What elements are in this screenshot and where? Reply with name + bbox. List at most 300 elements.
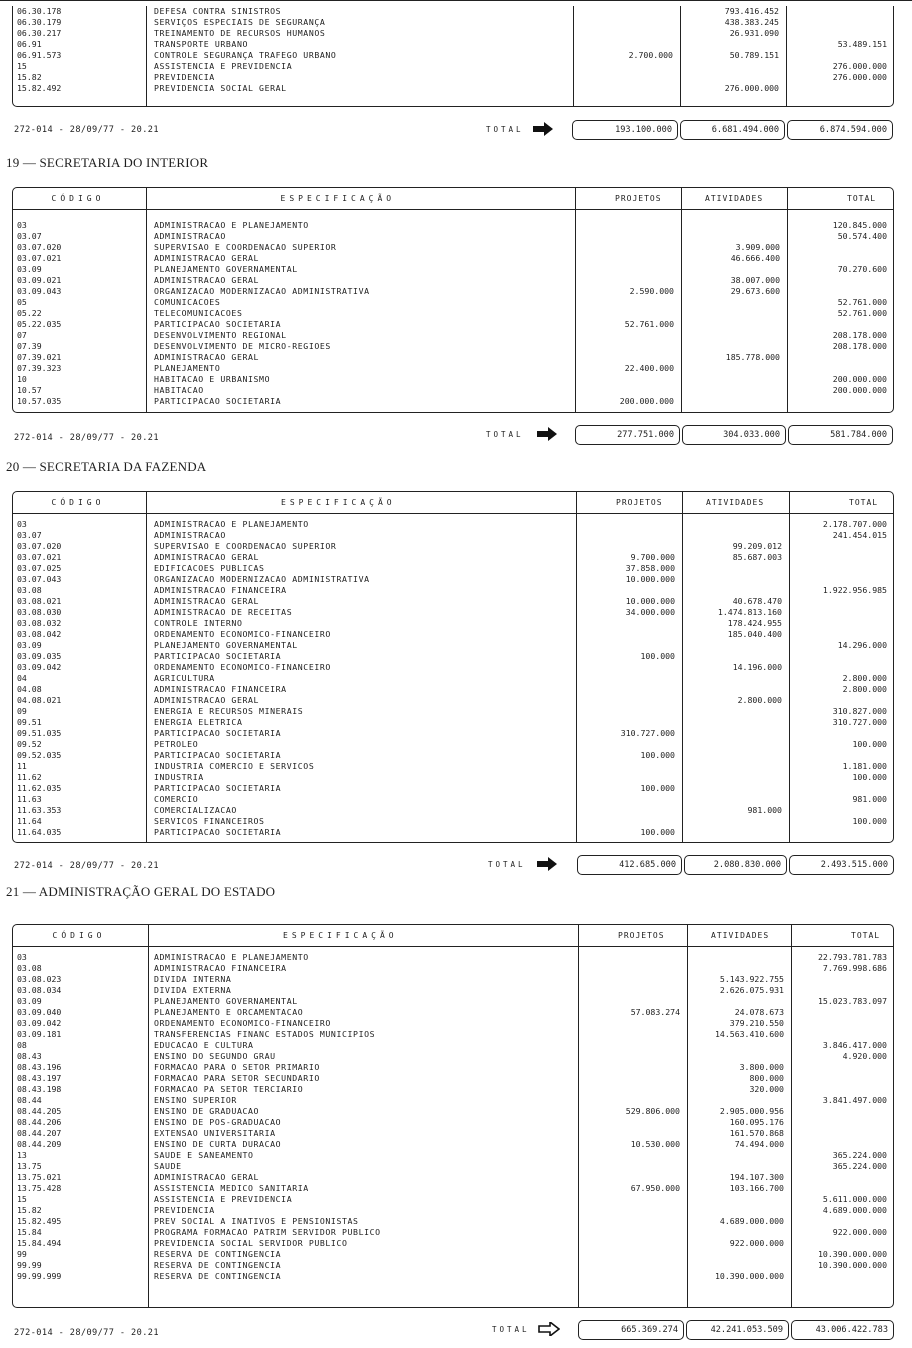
cell-projetos: 100.000 [640,750,675,760]
cell-especificacao: DIVIDA INTERNA [154,974,232,984]
cell-total: 200.000.000 [832,385,887,395]
cell-atividades: 46.666.400 [730,253,780,263]
cell-codigo: 09 [17,706,27,716]
cell-especificacao: HABITACAO [154,385,204,395]
cell-especificacao: ORDENAMENTO ECONOMICO-FINANCEIRO [154,629,331,639]
cell-codigo: 03.09 [17,640,42,650]
cell-especificacao: ADMINISTRACAO FINANCEIRA [154,684,287,694]
cell-total: 5.611.000.000 [822,1194,887,1204]
cell-especificacao: FORMACAO PARA O SETOR PRIMARIO [154,1062,320,1072]
cell-projetos: 57.083.274 [630,1007,680,1017]
total-projetos: 412.685.000 [577,855,682,875]
table-row [13,28,893,39]
cell-total: 3.841.497.000 [822,1095,887,1105]
cell-total: 100.000 [852,772,887,782]
header-codigo: CÓDIGO [51,194,105,203]
cell-codigo: 15.82.495 [17,1216,62,1226]
cell-total: 70.270.600 [837,264,887,274]
cell-atividades: 320.000 [749,1084,784,1094]
cell-especificacao: PLANEJAMENTO GOVERNAMENTAL [154,640,298,650]
table-row [13,1062,893,1073]
total-total: 581.784.000 [788,425,893,445]
arrow-right-icon [536,857,558,871]
table-row [13,83,893,94]
table-row [13,794,893,805]
cell-total: 365.224.000 [832,1161,887,1171]
cell-projetos: 52.761.000 [624,319,674,329]
table-body [13,220,893,407]
table-row [13,1007,893,1018]
cell-especificacao: INDUSTRIA [154,772,204,782]
table-body [13,6,893,94]
table-row [13,974,893,985]
cell-atividades: 161.570.868 [729,1128,784,1138]
cell-codigo: 07.39.323 [17,363,62,373]
header-total: TOTAL [851,931,881,940]
arrow-right-icon [532,122,554,136]
cell-codigo: 15 [17,1194,27,1204]
cell-total: 15.023.783.097 [817,996,887,1006]
cell-atividades: 793.416.452 [724,6,779,16]
cell-especificacao: PARTICIPACAO SOCIETARIA [154,651,282,661]
cell-projetos: 100.000 [640,827,675,837]
cell-atividades: 800.000 [749,1073,784,1083]
table-row [13,607,893,618]
cell-total: 241.454.015 [832,530,887,540]
cell-atividades: 74.494.000 [734,1139,784,1149]
cell-codigo: 06.91.573 [17,50,62,60]
cell-especificacao: ADMINISTRACAO GERAL [154,253,260,263]
cell-especificacao: ADMINISTRACAO E PLANEJAMENTO [154,220,309,230]
cell-codigo: 06.30.178 [17,6,62,16]
cell-codigo: 99.99 [17,1260,42,1270]
table-row [13,1073,893,1084]
cell-especificacao: SUPERVISAO E COORDENACAO SUPERIOR [154,242,337,252]
cell-atividades: 29.673.600 [730,286,780,296]
cell-projetos: 22.400.000 [624,363,674,373]
table-row [13,827,893,838]
cell-total: 22.793.781.783 [817,952,887,962]
table-row [13,684,893,695]
table-row [13,275,893,286]
cell-total: 365.224.000 [832,1150,887,1160]
cell-especificacao: PARTICIPACAO SOCIETARIA [154,783,282,793]
cell-total: 208.178.000 [832,341,887,351]
cell-codigo: 09.52.035 [17,750,62,760]
cell-codigo: 08.44.206 [17,1117,62,1127]
cell-especificacao: PETROLEO [154,739,199,749]
cell-codigo: 03.07.021 [17,552,62,562]
cell-codigo: 07.39 [17,341,42,351]
table-row [13,330,893,341]
table-row [13,385,893,396]
cell-codigo: 08.43.198 [17,1084,62,1094]
cell-codigo: 04 [17,673,27,683]
cell-total: 2.800.000 [842,673,887,683]
cell-codigo: 03 [17,952,27,962]
cell-atividades: 85.687.003 [732,552,782,562]
cell-codigo: 06.91 [17,39,42,49]
cell-codigo: 11.62 [17,772,42,782]
cell-especificacao: PROGRAMA FORMACAO PATRIM SERVIDOR PUBLICO [154,1227,381,1237]
cell-especificacao: EDIFICACOES PUBLICAS [154,563,265,573]
cell-especificacao: SERVIÇOS ESPECIAIS DE SEGURANÇA [154,17,326,27]
table-row [13,1238,893,1249]
cell-codigo: 03.07.020 [17,541,62,551]
cell-codigo: 10 [17,374,27,384]
table-row [13,374,893,385]
table-row [13,717,893,728]
total-projetos: 277.751.000 [575,425,680,445]
table-continued [12,6,894,107]
cell-codigo: 13.75 [17,1161,42,1171]
cell-codigo: 03.07.043 [17,574,62,584]
cell-atividades: 194.107.300 [729,1172,784,1182]
cell-projetos: 200.000.000 [619,396,674,406]
cell-codigo: 15.84 [17,1227,42,1237]
cell-especificacao: TREINAMENTO DE RECURSOS HUMANOS [154,28,326,38]
cell-especificacao: PLANEJAMENTO GOVERNAMENTAL [154,996,298,1006]
cell-codigo: 11.64 [17,816,42,826]
total-total: 6.874.594.000 [787,120,893,140]
table-secretaria-interior [12,187,894,413]
table-row [13,50,893,61]
cell-especificacao: ADMINISTRACAO DE RECEITAS [154,607,293,617]
cell-codigo: 13.75.428 [17,1183,62,1193]
cell-atividades: 2.905.000.956 [719,1106,784,1116]
cell-codigo: 03.09 [17,996,42,1006]
cell-especificacao: PARTICIPACAO SOCIETARIA [154,319,282,329]
table-row [13,1205,893,1216]
cell-codigo: 11.62.035 [17,783,62,793]
header-especificacao: ESPECIFICAÇÃO [283,931,398,940]
cell-total: 276.000.000 [832,61,887,71]
cell-especificacao: ADMINISTRACAO GERAL [154,596,260,606]
cell-total: 2.178.707.000 [822,519,887,529]
table-row [13,739,893,750]
cell-atividades: 160.095.176 [729,1117,784,1127]
section-title-21: 21 — ADMINISTRAÇÃO GERAL DO ESTADO [6,884,276,899]
footer-stamp: 272-014 - 28/09/77 - 20.21 [14,433,159,443]
arrow-right-icon [536,427,558,441]
table-row [13,706,893,717]
table-row [13,750,893,761]
cell-especificacao: ORGANIZACAO MODERNIZACAO ADMINISTRATIVA [154,286,370,296]
cell-total: 100.000 [852,816,887,826]
cell-codigo: 05.22.035 [17,319,62,329]
table-row [13,1029,893,1040]
header-atividades: ATIVIDADES [711,931,770,940]
cell-codigo: 03.08.042 [17,629,62,639]
table-row [13,1051,893,1062]
header-especificacao: ESPECIFICAÇÃO [280,194,396,203]
cell-especificacao: INDUSTRIA COMERCIO E SERVICOS [154,761,315,771]
cell-atividades: 922.000.000 [729,1238,784,1248]
cell-atividades: 185.778.000 [725,352,780,362]
table-row [13,1128,893,1139]
table-row [13,952,893,963]
cell-codigo: 03.09.042 [17,1018,62,1028]
cell-especificacao: CONTROLE SEGURANÇA TRAFEGO URBANO [154,50,337,60]
cell-codigo: 07.39.021 [17,352,62,362]
table-row [13,39,893,50]
table-row [13,772,893,783]
cell-especificacao: DIVIDA EXTERNA [154,985,232,995]
table-row [13,231,893,242]
cell-codigo: 08.44 [17,1095,42,1105]
cell-codigo: 15.84.494 [17,1238,62,1248]
cell-total: 200.000.000 [832,374,887,384]
cell-especificacao: ADMINISTRACAO GERAL [154,1172,260,1182]
cell-especificacao: ADMINISTRACAO E PLANEJAMENTO [154,519,309,529]
cell-especificacao: PLANEJAMENTO E ORCAMENTACAO [154,1007,304,1017]
cell-especificacao: ADMINISTRACAO [154,530,226,540]
cell-codigo: 03 [17,519,27,529]
cell-codigo: 03.07.020 [17,242,62,252]
cell-total: 10.390.000.000 [817,1249,887,1259]
table-row [13,574,893,585]
table-row [13,1271,893,1282]
cell-especificacao: PARTICIPACAO SOCIETARIA [154,396,282,406]
cell-especificacao: ADMINISTRACAO GERAL [154,275,260,285]
cell-codigo: 08.43.196 [17,1062,62,1072]
table-row [13,783,893,794]
cell-especificacao: ENERGIA ELETRICA [154,717,243,727]
table-row [13,1106,893,1117]
header-codigo: CÓDIGO [52,931,106,940]
cell-codigo: 10.57.035 [17,396,62,406]
total-label: TOTAL [488,860,526,869]
cell-especificacao: EXTENSAO UNIVERSITARIA [154,1128,276,1138]
table-row [13,629,893,640]
cell-especificacao: TELECOMUNICACOES [154,308,243,318]
cell-codigo: 03.08.023 [17,974,62,984]
header-codigo: CÓDIGO [51,498,105,507]
cell-especificacao: CONTROLE INTERNO [154,618,243,628]
table-row [13,805,893,816]
table-row [13,1150,893,1161]
cell-codigo: 03.08 [17,963,42,973]
cell-atividades: 3.909.000 [735,242,780,252]
cell-codigo: 03 [17,220,27,230]
cell-codigo: 08 [17,1040,27,1050]
cell-projetos: 529.806.000 [625,1106,680,1116]
cell-especificacao: SERVICOS FINANCEIROS [154,816,265,826]
cell-codigo: 03.08 [17,585,42,595]
cell-especificacao: ASSISTENCIA E PREVIDENCIA [154,1194,293,1204]
cell-especificacao: ADMINISTRACAO GERAL [154,695,260,705]
cell-atividades: 50.789.151 [729,50,779,60]
table-body [13,519,893,838]
cell-total: 310.827.000 [832,706,887,716]
table-row [13,1139,893,1150]
table-row [13,1183,893,1194]
table-row [13,363,893,374]
cell-projetos: 10.530.000 [630,1139,680,1149]
table-administracao-geral [12,924,894,1308]
table-row [13,220,893,231]
cell-especificacao: FORMACAO PA SETOR TERCIARIO [154,1084,304,1094]
table-row [13,761,893,772]
cell-atividades: 26.931.090 [729,28,779,38]
cell-atividades: 185.040.400 [727,629,782,639]
table-row [13,541,893,552]
cell-especificacao: PLANEJAMENTO GOVERNAMENTAL [154,264,298,274]
cell-projetos: 310.727.000 [620,728,675,738]
table-header [13,925,893,947]
cell-atividades: 3.800.000 [739,1062,784,1072]
section-title-19: 19 — SECRETARIA DO INTERIOR [6,155,209,170]
header-projetos: PROJETOS [616,498,663,507]
table-secretaria-fazenda [12,491,894,843]
cell-projetos: 37.858.000 [625,563,675,573]
cell-especificacao: COMERCIO [154,794,199,804]
cell-atividades: 103.166.700 [729,1183,784,1193]
cell-codigo: 03.09.042 [17,662,62,672]
cell-codigo: 03.07 [17,530,42,540]
cell-especificacao: DESENVOLVIMENTO DE MICRO-REGIOES [154,341,331,351]
cell-especificacao: ADMINISTRACAO E PLANEJAMENTO [154,952,309,962]
cell-especificacao: PARTICIPACAO SOCIETARIA [154,827,282,837]
table-row [13,640,893,651]
cell-codigo: 99.99.999 [17,1271,62,1281]
cell-especificacao: EDUCACAO E CULTURA [154,1040,254,1050]
cell-especificacao: COMUNICACOES [154,297,221,307]
cell-especificacao: ADMINISTRACAO [154,231,226,241]
table-row [13,985,893,996]
cell-total: 276.000.000 [832,72,887,82]
cell-total: 100.000 [852,739,887,749]
cell-especificacao: PARTICIPACAO SOCIETARIA [154,728,282,738]
cell-total: 52.761.000 [837,308,887,318]
table-row [13,1040,893,1051]
total-atividades: 2.080.830.000 [684,855,787,875]
cell-codigo: 11 [17,761,27,771]
cell-total: 10.390.000.000 [817,1260,887,1270]
cell-especificacao: RESERVA DE CONTINGENCIA [154,1249,282,1259]
table-row [13,552,893,563]
cell-especificacao: ASSISTENCIA E PREVIDENCIA [154,61,293,71]
cell-codigo: 15.82 [17,1205,42,1215]
total-label: TOTAL [486,430,524,439]
cell-especificacao: ENSINO DE GRADUACAO [154,1106,260,1116]
cell-codigo: 08.43.197 [17,1073,62,1083]
table-row [13,662,893,673]
cell-codigo: 11.64.035 [17,827,62,837]
cell-codigo: 09.51 [17,717,42,727]
header-projetos: PROJETOS [615,194,662,203]
cell-total: 52.761.000 [837,297,887,307]
table-row [13,1117,893,1128]
cell-codigo: 10.57 [17,385,42,395]
cell-especificacao: ORGANIZACAO MODERNIZACAO ADMINISTRATIVA [154,574,370,584]
cell-atividades: 2.626.075.931 [719,985,784,995]
cell-atividades: 438.383.245 [724,17,779,27]
cell-codigo: 03.07.021 [17,253,62,263]
table-row [13,6,893,17]
cell-codigo: 03.09.040 [17,1007,62,1017]
cell-codigo: 04.08.021 [17,695,62,705]
table-row [13,1194,893,1205]
cell-especificacao: SAUDE [154,1161,182,1171]
cell-atividades: 99.209.012 [732,541,782,551]
cell-total: 4.920.000 [842,1051,887,1061]
cell-especificacao: DEFESA CONTRA SINISTROS [154,6,282,16]
total-label: TOTAL [492,1325,530,1334]
cell-especificacao: RESERVA DE CONTINGENCIA [154,1271,282,1281]
cell-codigo: 03.07 [17,231,42,241]
cell-codigo: 07 [17,330,27,340]
cell-atividades: 40.678.470 [732,596,782,606]
total-atividades: 42.241.053.509 [686,1320,789,1340]
cell-codigo: 03.09 [17,264,42,274]
section-title-20: 20 — SECRETARIA DA FAZENDA [6,459,207,474]
table-row [13,585,893,596]
cell-projetos: 9.700.000 [630,552,675,562]
cell-especificacao: DESENVOLVIMENTO REGIONAL [154,330,287,340]
cell-atividades: 276.000.000 [724,83,779,93]
table-row [13,242,893,253]
table-row [13,673,893,684]
cell-especificacao: PLANEJAMENTO [154,363,221,373]
cell-especificacao: ADMINISTRACAO FINANCEIRA [154,585,287,595]
footer-stamp: 272-014 - 28/09/77 - 20.21 [14,1328,159,1338]
cell-codigo: 11.63 [17,794,42,804]
table-row [13,72,893,83]
cell-projetos: 34.000.000 [625,607,675,617]
cell-codigo: 09.51.035 [17,728,62,738]
table-body [13,952,893,1282]
header-total: TOTAL [849,498,879,507]
table-row [13,996,893,1007]
cell-codigo: 99 [17,1249,27,1259]
total-label: TOTAL [486,125,524,134]
total-total: 43.006.422.783 [791,1320,894,1340]
cell-codigo: 03.09.021 [17,275,62,285]
cell-especificacao: PREVIDENCIA [154,72,215,82]
total-total: 2.493.515.000 [789,855,894,875]
table-row [13,816,893,827]
cell-codigo: 05 [17,297,27,307]
cell-total: 3.846.417.000 [822,1040,887,1050]
footer-stamp: 272-014 - 28/09/77 - 20.21 [14,861,159,871]
table-row [13,1172,893,1183]
cell-projetos: 2.590.000 [629,286,674,296]
cell-codigo: 03.08.034 [17,985,62,995]
cell-especificacao: PREVIDENCIA [154,1205,215,1215]
cell-especificacao: HABITACAO E URBANISMO [154,374,271,384]
cell-especificacao: ENSINO DO SEGUNDO GRAU [154,1051,276,1061]
cell-codigo: 03.07.025 [17,563,62,573]
table-row [13,1018,893,1029]
cell-atividades: 14.563.410.600 [714,1029,784,1039]
table-row [13,651,893,662]
table-header [13,188,893,210]
header-atividades: ATIVIDADES [705,194,764,203]
table-row [13,308,893,319]
table-row [13,530,893,541]
table-row [13,728,893,739]
top-rule [0,0,912,1]
cell-total: 14.296.000 [837,640,887,650]
cell-especificacao: ADMINISTRACAO GERAL [154,352,260,362]
cell-projetos: 2.700.000 [628,50,673,60]
cell-total: 208.178.000 [832,330,887,340]
table-header [13,492,893,514]
table-row [13,1216,893,1227]
table-row [13,352,893,363]
cell-codigo: 15.82.492 [17,83,62,93]
